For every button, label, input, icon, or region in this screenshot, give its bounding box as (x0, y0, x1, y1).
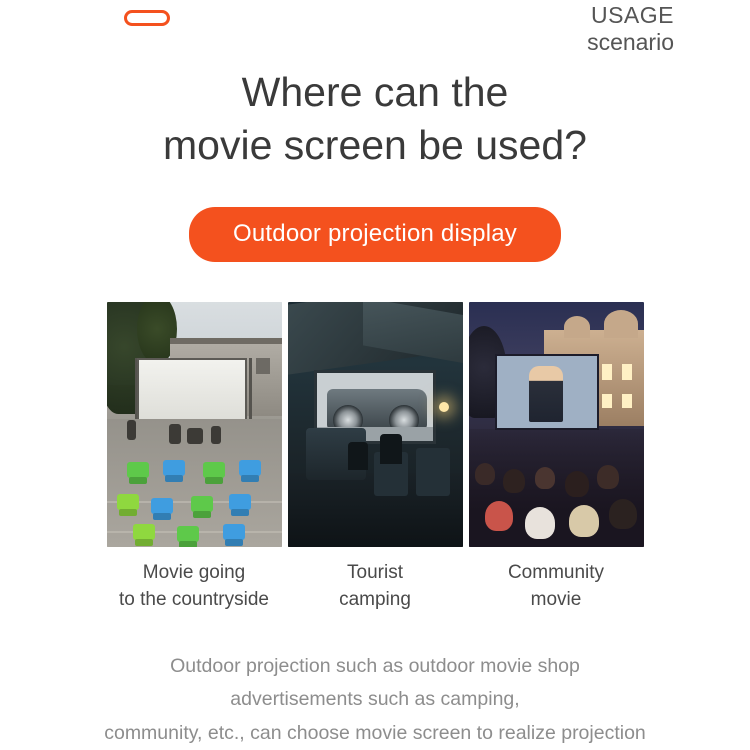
stool-shape (127, 462, 149, 478)
stool-shape (117, 494, 139, 510)
crowd-head-shape (597, 465, 619, 489)
photo-caption-countryside (107, 560, 282, 614)
photo-column-community (469, 302, 644, 614)
caption-line1: Movie going (142, 561, 246, 583)
page-title-line2: movie screen be used? (163, 122, 587, 169)
badge-row (0, 207, 750, 262)
header-row (0, 0, 750, 60)
stool-shape (151, 498, 173, 514)
footer-line1: Outdoor projection such as outdoor movie shop (170, 654, 580, 677)
stool-shape (223, 524, 245, 540)
stool-shape (163, 460, 185, 476)
stool-shape (133, 524, 155, 540)
outdoor-movie-countryside-photo (107, 302, 282, 547)
crowd-head-shape (569, 505, 599, 537)
projection-screen-shape (137, 358, 247, 428)
crowd-head-shape (535, 467, 555, 489)
person-shape (187, 428, 203, 444)
stool-shape (177, 526, 199, 542)
on-screen-person-shape (529, 366, 563, 422)
stool-shape (191, 496, 213, 512)
dome-shape (604, 310, 638, 338)
lit-window-shape (622, 394, 632, 408)
photo-column-camping (288, 302, 463, 614)
footer-description (0, 650, 750, 750)
crowd-head-shape (609, 499, 637, 529)
lit-window-shape (602, 364, 612, 380)
lit-window-shape (622, 364, 632, 380)
photo-column-countryside (107, 302, 282, 614)
tourist-camping-projection-photo (288, 302, 463, 547)
stool-shape (239, 460, 261, 476)
photo-caption-camping (288, 560, 463, 614)
caption-line2: movie (530, 588, 582, 610)
caption-line2: camping (339, 588, 411, 610)
projection-screen-shape (495, 354, 599, 430)
footer-line3: community, etc., can choose movie screen to realize projection (104, 721, 646, 744)
usage-label-line2: scenario (587, 29, 674, 56)
page-title-line1: Where can the (241, 69, 509, 115)
footer-line2: advertisements such as camping, (230, 688, 520, 711)
caption-line2: to the countryside (119, 588, 269, 610)
lit-window-shape (602, 394, 612, 408)
dome-shape (564, 316, 590, 338)
person-shape (127, 420, 136, 440)
person-shape (211, 426, 221, 444)
page-title (0, 66, 750, 173)
crowd-head-shape (485, 501, 513, 531)
photo-caption-community (469, 560, 644, 614)
window-shape (256, 358, 270, 374)
seated-person-shape (380, 434, 402, 464)
stool-shape (203, 462, 225, 478)
caption-line1: Tourist (347, 561, 403, 583)
outdoor-projection-badge: Outdoor projection display (189, 207, 561, 262)
photo-strip (0, 302, 750, 614)
caption-line1: Community (507, 561, 605, 583)
usage-label-block (587, 2, 674, 56)
seated-person-shape (348, 442, 368, 470)
usage-label-line1: USAGE (590, 2, 674, 28)
lamp-light-shape (439, 402, 449, 412)
camp-chair-shape (416, 448, 450, 496)
crowd-head-shape (525, 507, 555, 539)
crowd-head-shape (475, 463, 495, 485)
crowd-head-shape (503, 469, 525, 493)
stool-shape (229, 494, 251, 510)
person-shape (169, 424, 181, 444)
pill-outline-icon (124, 10, 170, 26)
crowd-head-shape (565, 471, 589, 497)
community-movie-crowd-photo (469, 302, 644, 547)
